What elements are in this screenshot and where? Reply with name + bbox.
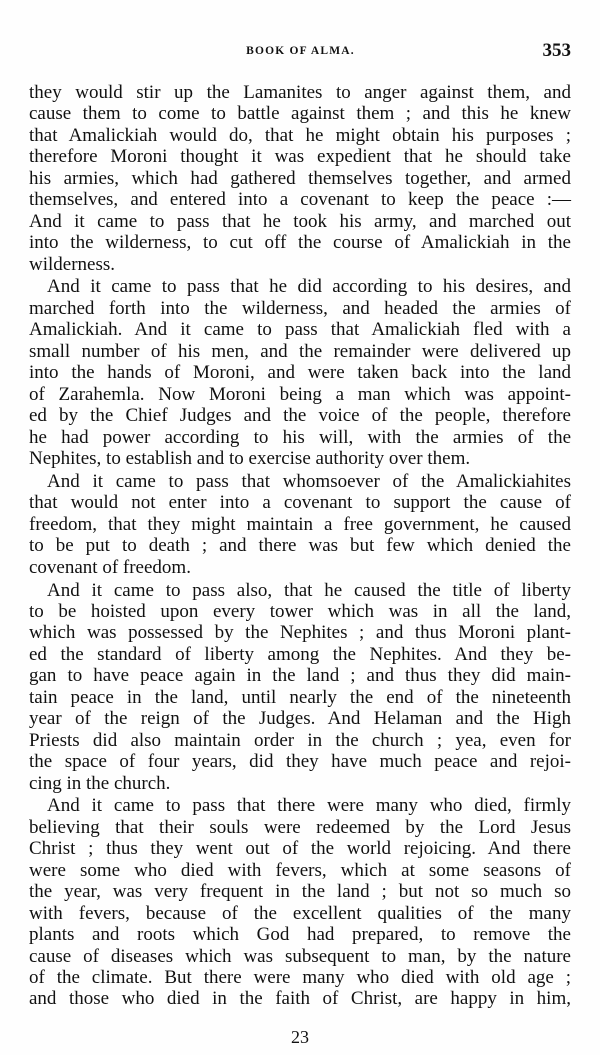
- paragraph-1: [29, 82, 571, 275]
- paragraph-2: [29, 276, 571, 469]
- text-line: And it came to pass that there were many who died, firmly: [47, 795, 571, 817]
- text-line: Nephites, to establish and to exercise authority over them.: [29, 447, 471, 469]
- text-line: And it came to pass that whomsoever of the Amalickiahites: [47, 470, 571, 492]
- text-line: into the wilderness, to cut off the course of Amalickiah in the: [29, 232, 571, 254]
- text-line: which was possessed by the Nephites ; and thus Moroni plant-: [29, 622, 571, 644]
- text-line: cause them to come to battle against them ; and this he knew: [29, 103, 571, 125]
- paragraph-5: [29, 795, 571, 1009]
- text-line: his armies, which had gathered themselves together, and armed: [29, 167, 571, 189]
- text-line: and those who died in the faith of Christ, are happy in him,: [29, 988, 571, 1010]
- text-line: freedom, that they might maintain a free government, he caused: [29, 513, 571, 535]
- text-line: of Zarahemla. Now Moroni being a man which was appoint-: [29, 383, 571, 405]
- text-line: cing in the church.: [29, 772, 171, 794]
- text-line: themselves, and entered into a covenant to keep the peace :—: [29, 189, 571, 211]
- text-line: tain peace in the land, until nearly the end of the nineteenth: [29, 686, 571, 708]
- text-line: And it came to pass that he took his army, and marched out: [29, 210, 571, 232]
- page-number: 353: [542, 40, 571, 61]
- text-line: And it came to pass also, that he caused the title of liberty: [47, 579, 571, 601]
- text-line: gan to have peace again in the land ; and thus they did main-: [29, 665, 571, 687]
- text-line: small number of his men, and the remainder were delivered up: [29, 340, 571, 362]
- text-line: he had power according to his will, with the armies of the: [29, 426, 571, 448]
- paragraph-4: [29, 580, 571, 794]
- text-line: to be put to death ; and there was but few which denied the: [29, 535, 571, 557]
- text-line: with fevers, because of the excellent qualities of the many: [29, 902, 571, 924]
- text-line: plants and roots which God had prepared, to remove the: [29, 924, 571, 946]
- text-line: year of the reign of the Judges. And Helaman and the High: [29, 708, 571, 730]
- signature-mark: 23: [291, 1027, 309, 1047]
- running-title: BOOK OF ALMA.: [246, 45, 355, 57]
- text-line: they would stir up the Lamanites to anger against them, and: [29, 82, 571, 103]
- text-line: to be hoisted upon every tower which was in all the land,: [29, 601, 571, 622]
- text-line: Priests did also maintain order in the church ; yea, even for: [29, 729, 571, 751]
- text-line: that Amalickiah would do, that he might obtain his purposes ;: [29, 124, 571, 146]
- text-line: covenant of freedom.: [29, 556, 191, 578]
- text-line: that would not enter into a covenant to support the cause of: [29, 492, 571, 514]
- text-line: Amalickiah. And it came to pass that Amalickiah fled with a: [29, 319, 571, 341]
- text-line: believing that their souls were redeemed by the Lord Jesus: [29, 816, 571, 838]
- text-line: were some who died with fevers, which at some seasons of: [29, 859, 571, 881]
- text-line: therefore Moroni thought it was expedient that he should take: [29, 146, 571, 168]
- text-line: the space of four years, did they have much peace and rejoi-: [29, 751, 571, 773]
- running-head: [30, 40, 571, 62]
- text-line: the year, was very frequent in the land ; but not so much so: [29, 881, 571, 903]
- text-line: wilderness.: [29, 253, 116, 275]
- text-line: of the climate. But there were many who died with old age ;: [29, 966, 571, 988]
- paragraph-3: [29, 471, 571, 578]
- body-text: [29, 82, 571, 1011]
- text-line: And it came to pass that he did according to his desires, and: [47, 276, 571, 298]
- text-line: into the hands of Moroni, and were taken back into the land: [29, 362, 571, 384]
- text-line: Christ ; thus they went out of the world rejoicing. And there: [29, 838, 571, 860]
- text-line: marched forth into the wilderness, and headed the armies of: [29, 297, 571, 319]
- text-line: ed the standard of liberty among the Nephites. And they be-: [29, 643, 571, 665]
- text-line: ed by the Chief Judges and the voice of the people, therefore: [29, 405, 571, 427]
- text-line: cause of diseases which was subsequent to man, by the nature: [29, 945, 571, 967]
